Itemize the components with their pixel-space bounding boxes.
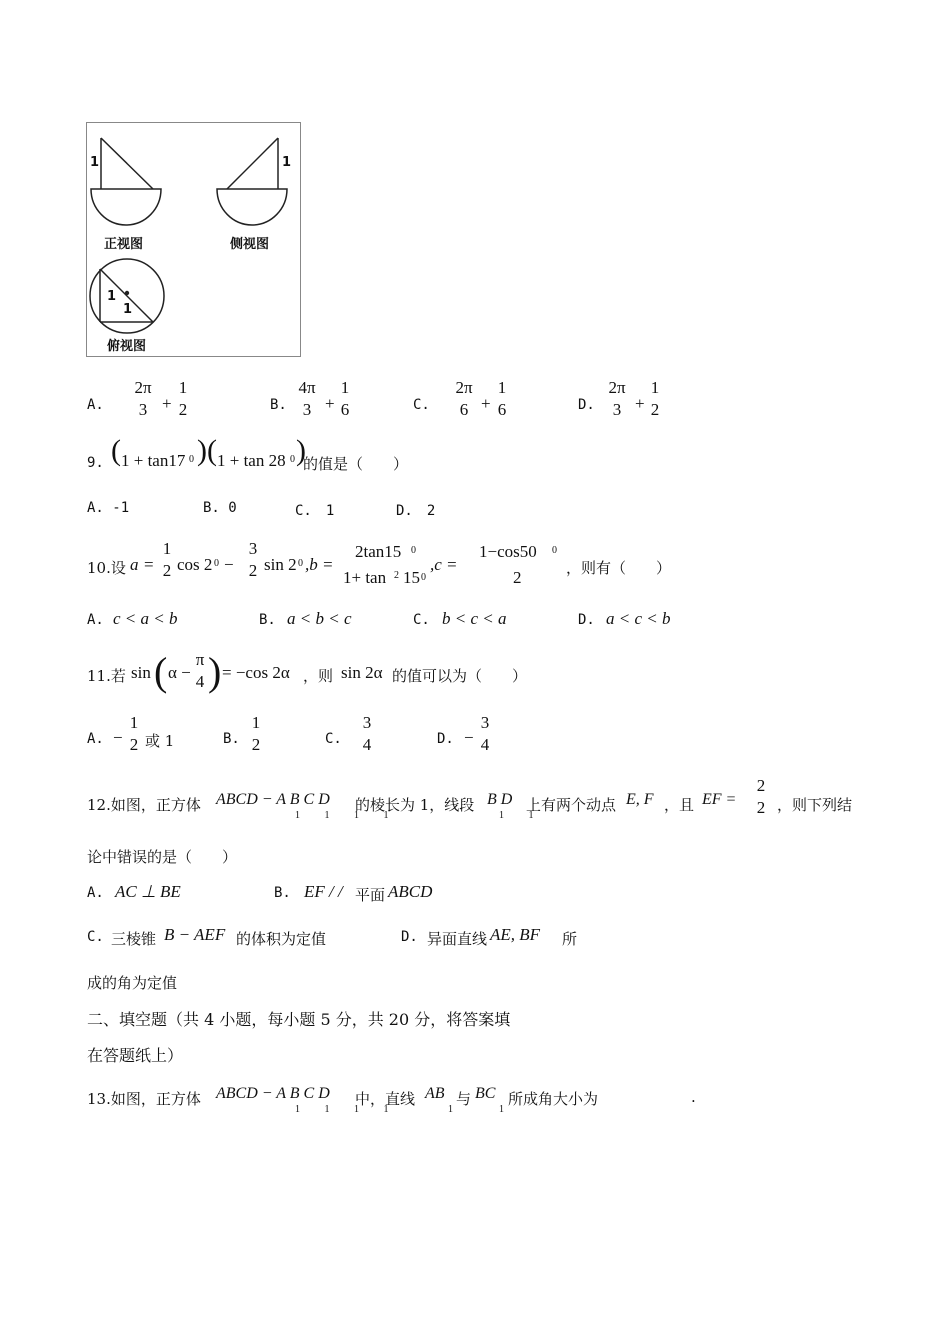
q13-cube: ABCD − A B C D <box>216 1085 330 1102</box>
q10-option-c-expr: b < c < a <box>442 609 507 628</box>
q9-paren-close-1: ) <box>197 434 207 467</box>
front-view-label: 正视图 <box>104 237 144 252</box>
q12-option-b-tail: ABCD <box>388 882 433 901</box>
q9-expr-1: 1 + tan17 <box>121 451 186 470</box>
q11-option-c-letter: C. <box>325 731 342 747</box>
q12-text3: ，且 <box>664 796 695 814</box>
q8-option-c-frac1: 2π 6 <box>455 378 473 419</box>
front-length-label: 1 <box>90 155 100 170</box>
q13-bc: BC <box>475 1085 496 1102</box>
q10-b-den-sup: 2 <box>394 570 399 581</box>
q12-ef-eq: EF = <box>702 791 737 808</box>
q8-option-d-op: + <box>635 394 645 413</box>
q11-option-a-frac: 1 2 <box>129 713 139 754</box>
q8-option-d-letter: D. <box>578 397 595 413</box>
q11-option-c-frac: 3 4 <box>362 713 372 754</box>
q9-option-b: B. 0 <box>203 500 237 516</box>
q8-option-c-op: + <box>481 394 491 413</box>
q12-option-b-letter: B. <box>274 885 291 901</box>
q11-paren-open: ( <box>154 649 168 694</box>
q11-rhs: = −cos 2α <box>222 663 290 682</box>
q8-option-d-frac2: 1 2 <box>650 378 660 419</box>
q10-c: ,c = <box>430 555 458 574</box>
q10-eq: = <box>144 555 154 574</box>
q12-option-c-pre: 三棱锥 <box>111 930 157 948</box>
q8-option-b-frac1: 4π 3 <box>298 378 316 419</box>
q12-text1: 的棱长为 1，线段 <box>355 796 475 814</box>
q12-text2: 上有两个动点 <box>526 796 617 814</box>
q8-option-c-frac2: 1 6 <box>497 378 507 419</box>
q8-option-a-frac1: 2π 3 <box>134 378 152 419</box>
q9-option-c: C. 1 <box>295 503 335 519</box>
q11-alpha: α − <box>168 663 191 682</box>
q10-minus: − <box>224 555 234 574</box>
q11-paren-close: ) <box>208 649 222 694</box>
q11-frac: π 4 <box>195 650 205 691</box>
q11-mid: ，则 <box>303 667 334 685</box>
q10-option-b-letter: B. <box>259 612 276 628</box>
top-length-label-b: 1 <box>123 302 133 317</box>
q9-stem: 的值是（ ） <box>303 455 409 473</box>
q10-number: 10.设 <box>87 559 126 577</box>
q12-number: 12.如图，正方体 <box>87 796 201 814</box>
q12-option-d-expr: AE, BF <box>490 925 541 944</box>
q12-cube: ABCD − A B C D <box>216 791 330 808</box>
q10-sup-b: 0 <box>298 558 303 569</box>
q12-option-d-pre: 异面直线 <box>427 930 488 948</box>
top-length-label-a: 1 <box>107 289 117 304</box>
q10-option-c-letter: C. <box>413 612 430 628</box>
q12-option-a: AC ⊥ BE <box>115 882 181 901</box>
q12-seg-subs: 1 1 <box>499 810 545 821</box>
q13-text2: 所成角大小为 <box>508 1090 599 1108</box>
q13-cube-subs: 1 1 1 1 <box>295 1104 400 1115</box>
top-view <box>90 259 164 333</box>
q12-seg: B D <box>487 791 513 808</box>
q10-c-den: 2 <box>513 568 522 587</box>
q10-cos: cos 2 <box>177 555 213 574</box>
q13-with: 与 <box>456 1090 472 1108</box>
q9-paren-close-2: ) <box>296 434 306 467</box>
q10-option-d-expr: a < c < b <box>606 609 671 628</box>
q11-tail: 的值可以为（ ） <box>392 667 528 685</box>
q10-option-a-letter: A. <box>87 612 104 628</box>
q12-line2: 论中错误的是（ ） <box>87 848 238 866</box>
q10-b-den-sup2: 0 <box>421 572 426 583</box>
q13-ab: AB <box>425 1085 445 1102</box>
q13-text1: 中，直线 <box>355 1090 416 1108</box>
q10-b-den2: 15 <box>403 568 420 587</box>
q9-option-a: A. -1 <box>87 500 130 516</box>
q10-frac-1: 1 2 <box>162 539 172 580</box>
q11-option-d-letter: D. <box>437 731 454 747</box>
q10-tail: ，则有（ ） <box>566 559 672 577</box>
q12-option-b-text: 平面 <box>355 886 386 904</box>
q11-option-b-letter: B. <box>223 731 240 747</box>
q9-number: 9. <box>87 455 104 471</box>
q8-option-a-frac2: 1 2 <box>178 378 188 419</box>
q12-option-c-letter: C. <box>87 929 104 945</box>
section-2-line2: 在答题纸上） <box>87 1046 184 1065</box>
side-length-label: 1 <box>282 155 292 170</box>
q10-b-num-sup: 0 <box>411 545 416 556</box>
q11-option-d-frac: 3 4 <box>480 713 490 754</box>
q12-option-b: EF / / <box>304 882 343 901</box>
q12-option-c-post: 的体积为定值 <box>236 930 327 948</box>
q8-option-b-op: + <box>325 394 335 413</box>
q11-option-a-sign: − <box>113 728 123 747</box>
q12-frac: 2 2 <box>756 776 766 817</box>
q11-number: 11.若 <box>87 667 126 685</box>
q8-option-c-letter: C. <box>413 397 430 413</box>
q11-option-b-frac: 1 2 <box>251 713 261 754</box>
top-view-label: 俯视图 <box>107 339 147 354</box>
side-view <box>217 138 287 225</box>
q13-number: 13.如图，正方体 <box>87 1090 201 1108</box>
q13-ab-sub: 1 <box>448 1104 453 1115</box>
q10-b-num: 2tan15 <box>355 542 402 561</box>
q13-dot: . <box>691 1088 696 1106</box>
q9-sup-1: 0 <box>189 454 194 465</box>
q9-paren-open-1: ( <box>111 434 121 467</box>
q8-option-b-letter: B. <box>270 397 287 413</box>
q11-sin2a: sin 2α <box>341 663 383 682</box>
q10-frac-2: 3 2 <box>248 539 258 580</box>
q10-option-a-expr: c < a < b <box>113 609 178 628</box>
q11-option-d-sign: − <box>464 728 474 747</box>
q8-option-a-letter: A. <box>87 397 104 413</box>
front-view <box>91 138 161 225</box>
q10-sup-a: 0 <box>214 558 219 569</box>
q12-option-c-expr: B − AEF <box>164 925 226 944</box>
q11-sin: sin <box>131 663 151 682</box>
q11-option-a-extra: 或 1 <box>145 732 175 750</box>
q9-sup-2: 0 <box>290 454 295 465</box>
q12-text4: ，则下列结 <box>777 796 853 814</box>
section-2-line1: 二、填空题（共 4 小题，每小题 5 分，共 20 分，将答案填 <box>87 1010 511 1029</box>
q10-b-den: 1+ tan <box>343 568 387 587</box>
q12-ef: E, F <box>626 791 654 808</box>
q8-option-d-frac1: 2π 3 <box>608 378 626 419</box>
q12-option-a-letter: A. <box>87 885 104 901</box>
q10-option-d-letter: D. <box>578 612 595 628</box>
q11-option-a-letter: A. <box>87 731 104 747</box>
q8-option-b-frac2: 1 6 <box>340 378 350 419</box>
q12-cube-subs: 1 1 1 1 <box>295 810 400 821</box>
q10-b: ,b = <box>305 555 334 574</box>
q13-bc-sub: 1 <box>499 1104 504 1115</box>
q10-sin: sin 2 <box>264 555 297 574</box>
q10-option-b-expr: a < b < c <box>287 609 352 628</box>
q12-option-d-line2: 成的角为定值 <box>87 974 178 992</box>
three-view-figure <box>86 122 301 357</box>
q10-c-num: 1−cos50 <box>479 542 537 561</box>
q8-option-a-op: + <box>162 394 172 413</box>
q9-paren-open-2: ( <box>207 434 217 467</box>
q12-option-d-post: 所 <box>562 930 578 948</box>
q9-expr-2: 1 + tan 28 <box>217 451 286 470</box>
center-dot <box>125 291 129 295</box>
side-view-label: 侧视图 <box>230 237 270 252</box>
q12-option-d-letter: D. <box>401 929 418 945</box>
q10-c-num-sup: 0 <box>552 545 557 556</box>
q9-option-d: D. 2 <box>396 503 436 519</box>
q10-a: a <box>130 555 139 574</box>
